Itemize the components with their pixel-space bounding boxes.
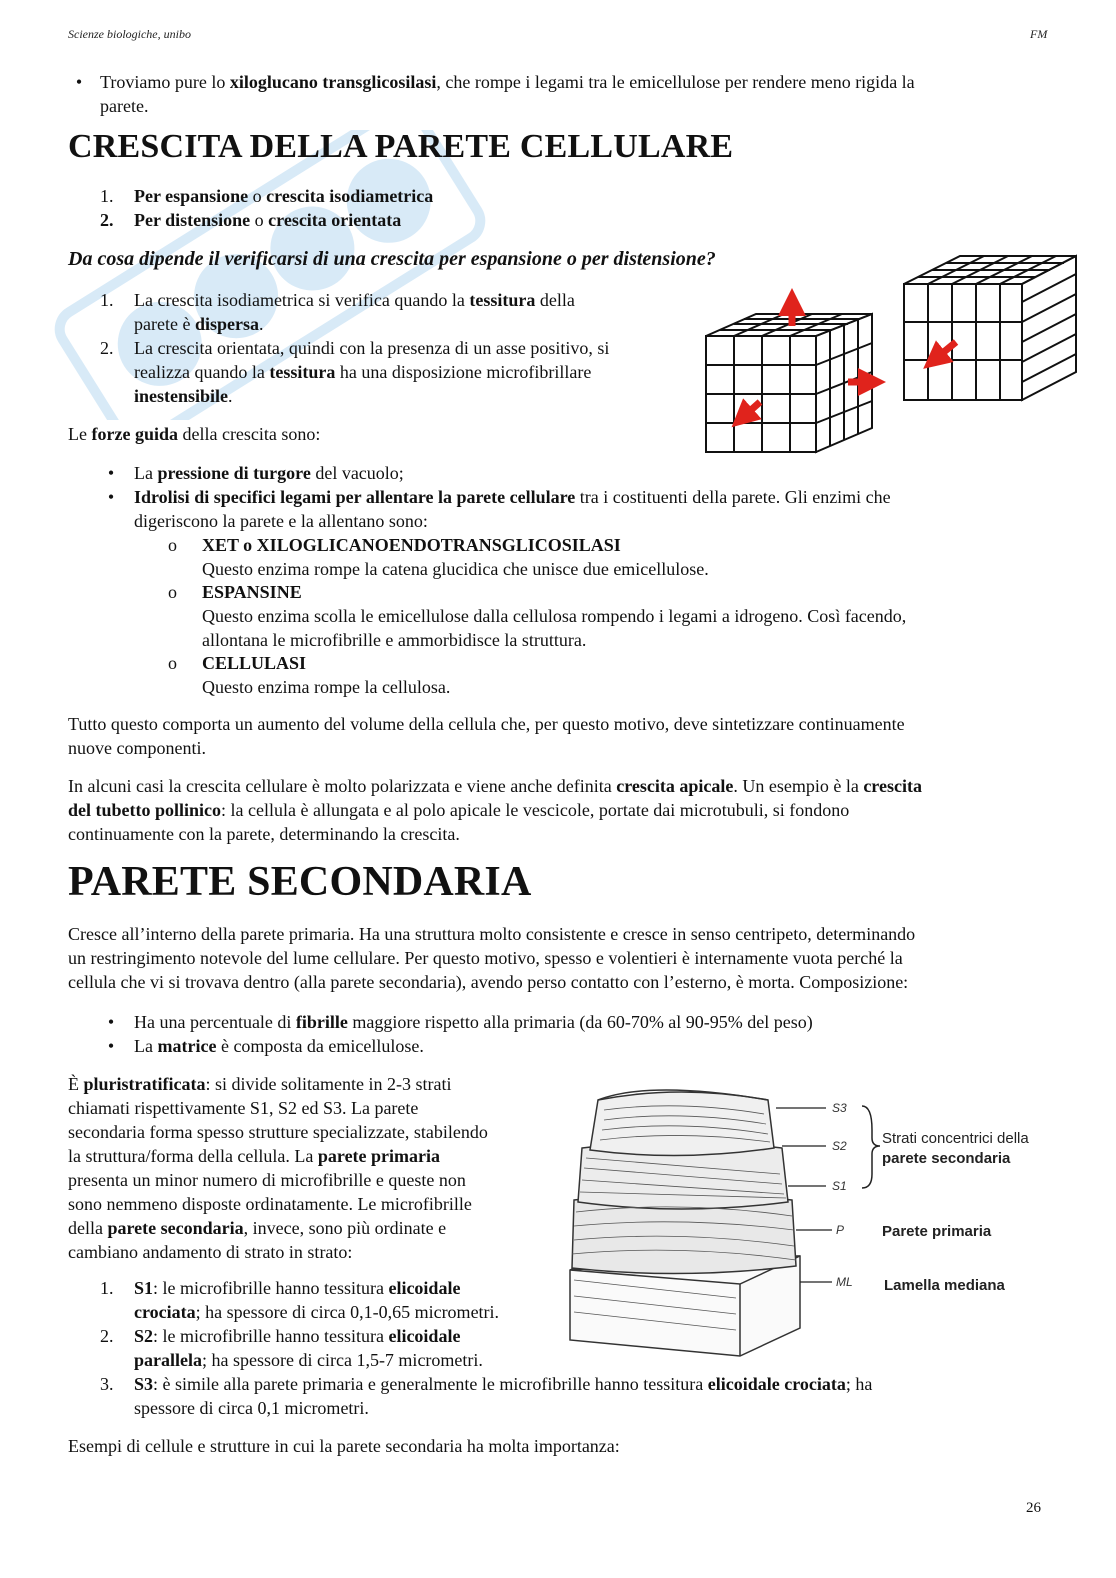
text: Ha una percentuale di xyxy=(134,1012,296,1032)
answer-bold: tessitura xyxy=(269,362,336,382)
item-number: 1. xyxy=(100,1278,114,1298)
text: cellula che vi si trovava dentro (alla parete secondaria), avendo perso contatto con l’esterno, è morta. Composizione: xyxy=(68,972,909,992)
layers-brace xyxy=(862,1106,880,1188)
enzyme-name: ESPANSINE xyxy=(202,582,302,602)
text: : le microfibrille hanno tessitura xyxy=(153,1278,389,1298)
bold-text: elicoidale crociata xyxy=(707,1374,846,1394)
brace-label-2: parete secondaria xyxy=(882,1150,1011,1167)
item-number: 2. xyxy=(100,338,114,358)
text: , invece, sono più ordinate e xyxy=(243,1218,447,1238)
text: : la cellula è allungata e al polo apicale le vescicole, portate dai microtubuli, si fondono xyxy=(221,800,850,820)
bold-text: elicoidale xyxy=(388,1278,461,1298)
text: un restringimento notevole del lume cellulare. Per questo motivo, spesso e volentieri è internamente vuota perché la xyxy=(68,948,903,968)
answer-text: parete è xyxy=(134,314,195,334)
growth-type-b: crescita isodiametrica xyxy=(266,186,434,206)
force-item-hydrolysis xyxy=(100,485,1060,533)
bold-text: S1 xyxy=(134,1278,154,1298)
sub-bullet-marker: o xyxy=(168,535,177,555)
list-item xyxy=(100,208,580,232)
paragraph-secondary-wall xyxy=(68,922,1058,994)
item-number: 1. xyxy=(100,290,114,310)
paragraph-apical-growth xyxy=(68,774,1058,846)
figure-labels xyxy=(882,1130,1029,1294)
bullet-dot: • xyxy=(107,487,115,507)
question-heading: Da cosa dipende il verificarsi di una crescita per espansione o per distensione? xyxy=(68,248,716,270)
secondary-wall-figure xyxy=(560,1070,1060,1360)
text: tra i costituenti della parete. Gli enzimi che xyxy=(575,487,891,507)
answer-text: . xyxy=(258,314,264,334)
growth-cubes-figure xyxy=(700,250,1080,460)
text: ; ha spessore di circa 0,1-0,65 micrometri. xyxy=(195,1302,500,1322)
text: sono nemmeno disposte ordinatamente. Le microfibrille xyxy=(68,1194,472,1214)
answer-text: realizza quando la xyxy=(134,362,270,382)
text: del vacuolo; xyxy=(310,463,404,483)
intro-bullet xyxy=(68,70,1048,118)
answer-text: La crescita orientata, quindi con la presenza di un asse positivo, si xyxy=(134,338,610,358)
item-number: 2. xyxy=(100,1326,114,1346)
text: è composta da emicellulose. xyxy=(216,1036,424,1056)
sub-bullet-marker: o xyxy=(168,653,177,673)
answer-bold: inestensibile xyxy=(134,386,229,406)
text: della xyxy=(68,1218,108,1238)
bold-text: del tubetto pollinico xyxy=(68,800,222,820)
text: Le xyxy=(68,424,92,444)
page-number: 26 xyxy=(1026,1500,1041,1516)
bullet-dot: • xyxy=(107,1036,115,1056)
oriented-cube xyxy=(904,256,1076,400)
middle-lamella-label: Lamella mediana xyxy=(884,1277,1005,1294)
text: maggiore rispetto alla primaria (da 60-70% al 90-95% del peso) xyxy=(347,1012,813,1032)
growth-type-b: crescita orientata xyxy=(268,210,402,230)
section-title-secondary-wall: PARETE SECONDARIA xyxy=(68,859,532,905)
connector: o xyxy=(250,210,269,230)
tag-s1: S1 xyxy=(832,1179,847,1193)
bold-text: crescita xyxy=(863,776,922,796)
text: ; ha xyxy=(845,1374,873,1394)
answer-text: La crescita isodiametrica si verifica quando la xyxy=(134,290,470,310)
enzyme-desc: Questo enzima rompe la catena glucidica che unisce due emicellulose. xyxy=(202,559,709,579)
text: cambiano andamento di strato in strato: xyxy=(68,1242,353,1262)
tag-p: P xyxy=(836,1223,845,1237)
enzyme-name: CELLULASI xyxy=(202,653,307,673)
tag-ml: ML xyxy=(836,1275,853,1289)
intro-bold: xiloglucano transglicosilasi xyxy=(229,72,437,92)
text: chiamati rispettivamente S1, S2 ed S3. La parete xyxy=(68,1098,419,1118)
header-initials: FM xyxy=(1030,27,1048,41)
item-number: 3. xyxy=(100,1374,114,1394)
bold-text: crociata xyxy=(134,1302,196,1322)
text: È xyxy=(68,1074,84,1094)
tag-s2: S2 xyxy=(832,1139,847,1153)
item-number: 2. xyxy=(100,210,114,230)
section-title-growth: CRESCITA DELLA PARETE CELLULARE xyxy=(68,128,734,165)
bold-text: matrice xyxy=(157,1036,217,1056)
enzyme-name: XET o XILOGLICANOENDOTRANSGLICOSILASI xyxy=(202,535,621,555)
enzyme-desc: Questo enzima scolla le emicellulose dalla cellulosa rompendo i legami a idrogeno. Così facendo, xyxy=(202,606,907,626)
bold-text: crescita apicale xyxy=(616,776,734,796)
growth-type-a: Per espansione xyxy=(134,186,249,206)
bullet-dot: • xyxy=(107,463,115,483)
enzyme-desc: allontana le microfibrille e ammorbidisce la struttura. xyxy=(202,630,587,650)
bullet-dot: • xyxy=(75,72,83,92)
bold-text: parallela xyxy=(134,1350,202,1370)
examples-intro: Esempi di cellule e strutture in cui la parete secondaria ha molta importanza: xyxy=(68,1436,620,1456)
text: La xyxy=(134,463,158,483)
text: digeriscono la parete e la allentano sono: xyxy=(134,511,428,531)
text: la struttura/forma della cellula. La xyxy=(68,1146,318,1166)
bold-text: parete secondaria xyxy=(107,1218,244,1238)
bold-text: parete primaria xyxy=(317,1146,441,1166)
text: secondaria forma spesso strutture specializzate, stabilendo xyxy=(68,1122,488,1142)
text: presenta un minor numero di microfibrille e queste non xyxy=(68,1170,466,1190)
text: spessore di circa 0,1 micrometri. xyxy=(134,1398,369,1418)
paragraph-volume xyxy=(68,712,1058,760)
force-item-turgor xyxy=(100,461,1060,485)
intro-text-tail: , che rompe i legami tra le emicellulose per rendere meno rigida la xyxy=(436,72,915,92)
intro-text: Troviamo pure lo xyxy=(100,72,230,92)
answer-text: . xyxy=(228,386,233,406)
layer-tags xyxy=(832,1101,853,1289)
bold-text: S3 xyxy=(134,1374,154,1394)
answer-text: della xyxy=(535,290,575,310)
bullet-dot: • xyxy=(107,1012,115,1032)
bold-text: elicoidale xyxy=(388,1326,461,1346)
text: . Un esempio è la xyxy=(733,776,864,796)
growth-types-list xyxy=(100,184,600,232)
answer-bold: tessitura xyxy=(469,290,536,310)
text: continuamente con la parete, determinando la crescita. xyxy=(68,824,460,844)
isodiametric-cube xyxy=(706,314,872,452)
text: nuove componenti. xyxy=(68,738,206,758)
tag-s3: S3 xyxy=(832,1101,847,1115)
bold-text: S2 xyxy=(134,1326,154,1346)
text: In alcuni casi la crescita cellulare è molto polarizzata e viene anche definita xyxy=(68,776,617,796)
composition-fibrils xyxy=(100,1010,1060,1034)
enzyme-desc: Questo enzima rompe la cellulosa. xyxy=(202,677,451,697)
text: : le microfibrille hanno tessitura xyxy=(153,1326,389,1346)
composition-matrix xyxy=(100,1034,1060,1058)
primary-wall-label: Parete primaria xyxy=(882,1223,992,1240)
bold-text: pressione di turgore xyxy=(157,463,311,483)
sub-bullet-marker: o xyxy=(168,582,177,602)
driving-forces-intro xyxy=(68,422,668,446)
wall-layers-drawing xyxy=(570,1090,800,1356)
brace-label-1: Strati concentrici della xyxy=(882,1130,1029,1147)
text: : è simile alla parete primaria e generalmente le microfibrille hanno tessitura xyxy=(153,1374,708,1394)
text: : si divide solitamente in 2-3 strati xyxy=(205,1074,452,1094)
text: della crescita sono: xyxy=(177,424,321,444)
header-course: Scienze biologiche, unibo xyxy=(68,27,191,41)
bold-text: fibrille xyxy=(295,1012,348,1032)
paragraph-multilayer xyxy=(68,1072,568,1264)
text: Cresce all’interno della parete primaria. Ha una struttura molto consistente e cresce in senso centripeto, determinando xyxy=(68,924,916,944)
bold-text: Idrolisi di specifici legami per allentare la parete cellulare xyxy=(134,487,576,507)
bold-text: pluristratificata xyxy=(83,1074,206,1094)
item-number: 1. xyxy=(100,186,114,206)
text: ; ha spessore di circa 1,5-7 micrometri. xyxy=(202,1350,483,1370)
text: La xyxy=(134,1036,158,1056)
growth-type-a: Per distensione xyxy=(134,210,251,230)
intro-text-line2: parete. xyxy=(100,96,149,116)
bold-text: forze guida xyxy=(91,424,178,444)
answer-text: ha una disposizione microfibrillare xyxy=(335,362,592,382)
text: Tutto questo comporta un aumento del volume della cellula che, per questo motivo, deve sintetizzare continuamente xyxy=(68,714,905,734)
connector: o xyxy=(248,186,267,206)
list-item xyxy=(100,184,580,208)
answer-bold: dispersa xyxy=(194,314,259,334)
